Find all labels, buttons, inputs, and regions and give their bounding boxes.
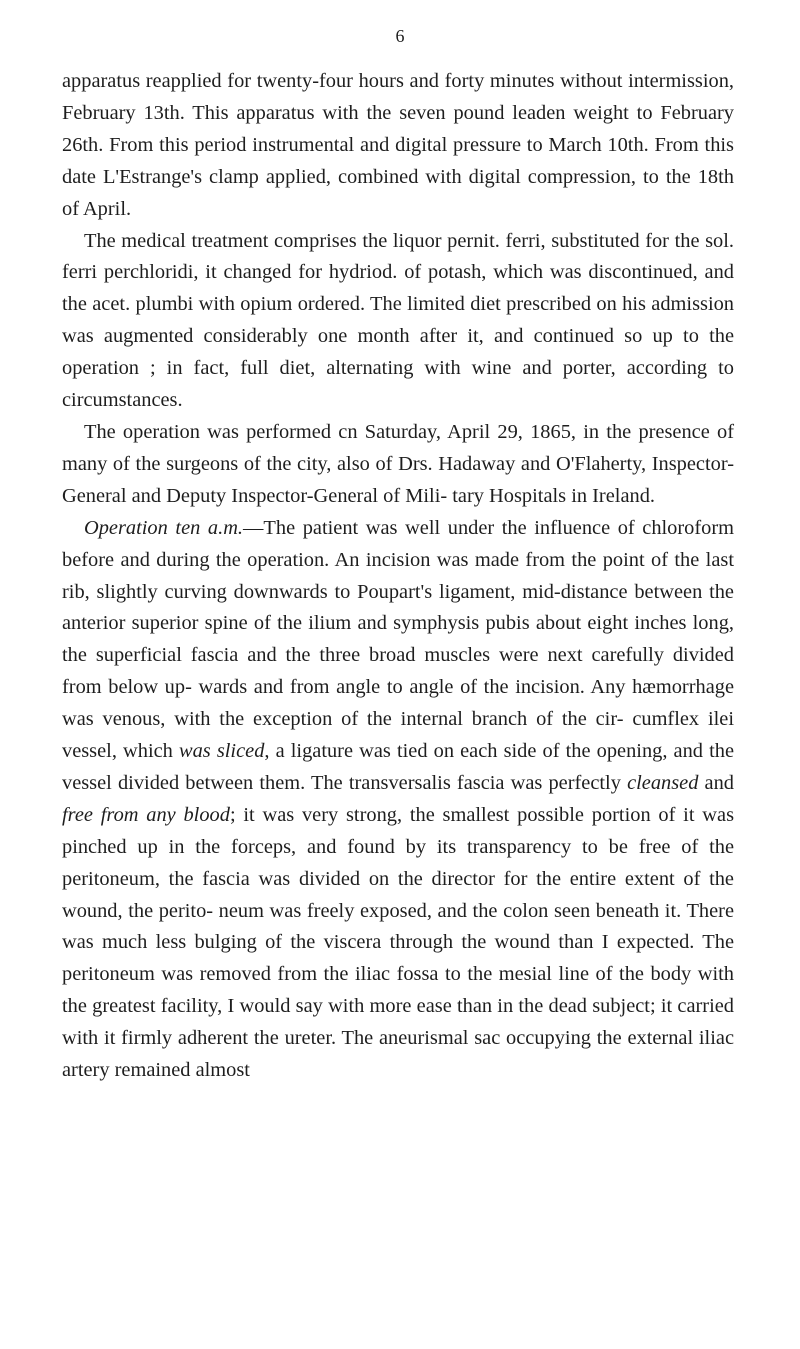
page-number: 6 <box>395 26 405 46</box>
text-segment: ; it was very strong, the smallest possible portion of it was pinched up in the forceps, and found by its transparency to be free of the peritoneum, the fascia was divided on the director for the entire extent of the wound, the perito- neum was freely exposed, and the colon seen beneath it. There was much less bulging of the viscera through the wound than I expected. The peritoneum was removed from the iliac fossa to the mesial line of the body with the greatest facility, I would say with more ease than in the dead subject; it carried with it firmly adherent the ureter. The aneurismal sac occupying the external iliac artery remained almost <box>62 803 735 1082</box>
operation-time-heading: Operation ten a.m. <box>84 516 244 539</box>
paragraph-medical-treatment: The medical treatment comprises the liquor pernit. ferri, substituted for the sol. ferri perchloridi, it changed for hydriod. of potash, which was discontinued, and the acet. plumbi with opium ordered. The limited diet prescribed on his admission was augmented considerably one month after it, and continued so up to the operation ; in fact, full diet, alternating with wine and porter, according to circumstances. <box>62 229 734 412</box>
paragraph-apparatus: apparatus reapplied for twenty-four hours and forty minutes without intermission, February 13th. This apparatus with the seven pound leaden weight to February 26th. From this period instrumental and digital pressure to March 10th. From this date L'Estrange's clamp applied, combined with digital compression, to the 18th of April. <box>62 70 734 220</box>
body-text <box>62 66 734 1087</box>
italic-phrase: cleansed <box>627 771 699 794</box>
text-segment: , a ligature was tied on each side of the opening, and the vessel divided between them. The transversalis fascia was perfectly <box>62 740 734 794</box>
paragraph-operation-date: The operation was performed cn Saturday, April 29, 1865, in the presence of many of the surgeons of the city, also of Drs. Hadaway and O'Flaherty, Inspector-General and Deputy Inspector-General of Mili- tary Hospitals in Ireland. <box>62 420 734 507</box>
italic-phrase: free from any blood <box>62 803 230 826</box>
text-segment: —The patient was well under the influence of chloroform before and during the operation. An incision was made from the point of the last rib, slightly curving downwards to Poupart's ligament, mid-distance between the anterior superior spine of the ilium and symphysis pubis about eight inches long, the superficial fascia and the three broad muscles were next carefully divided from below up- wards and from angle to angle of the incision. Any hæmorrhage was venous, with the exception of the internal branch of the cir- cumflex ilei vessel, which <box>62 516 735 763</box>
italic-phrase: was sliced <box>178 740 265 763</box>
paragraph-operation-account <box>62 513 734 1087</box>
text-segment: and <box>698 771 734 794</box>
